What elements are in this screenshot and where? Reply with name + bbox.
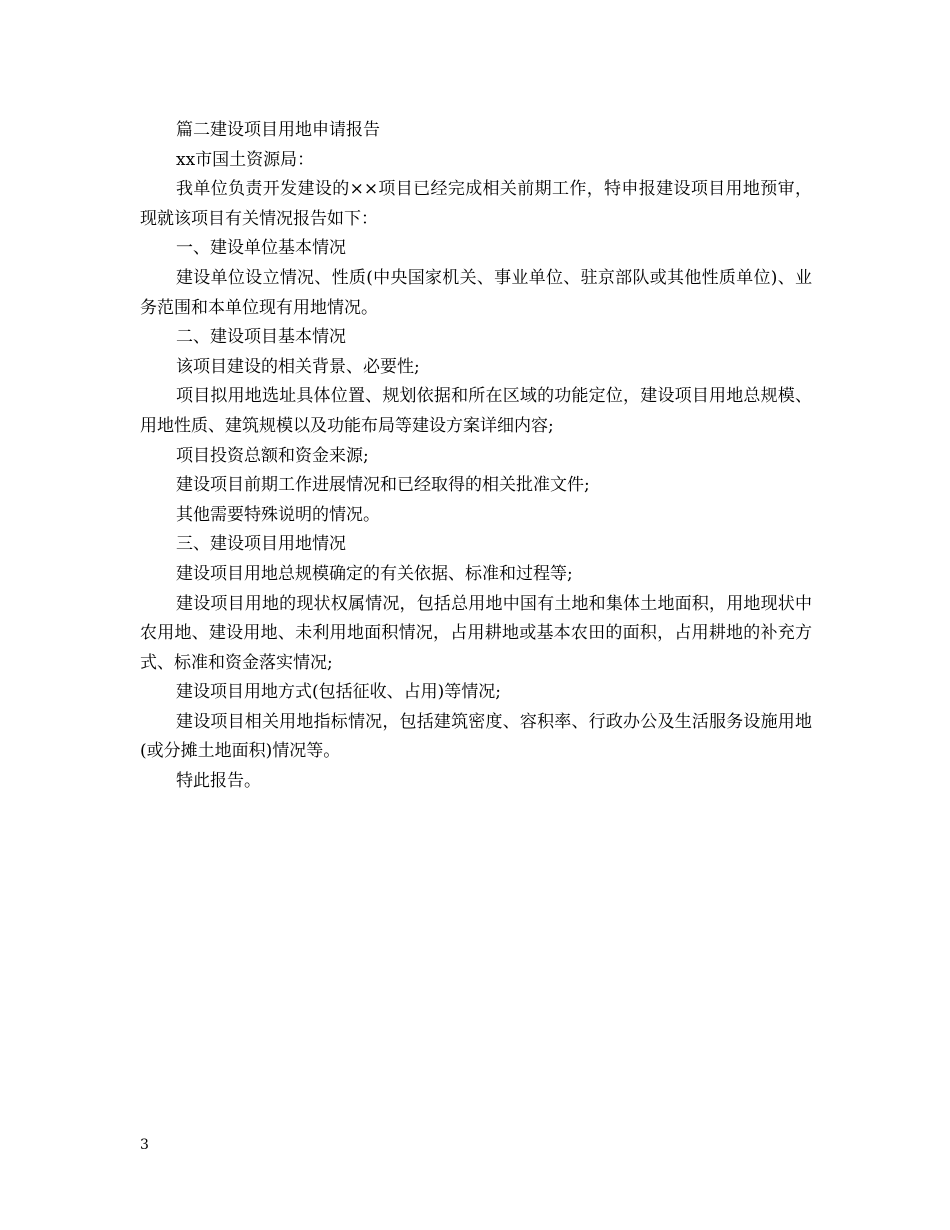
page-number: 3 — [140, 1137, 149, 1153]
document-title: 篇二建设项目用地申请报告 — [176, 120, 380, 140]
paragraph: 其他需要特殊说明的情况。 — [176, 504, 380, 525]
paragraph: 建设项目用地的现状权属情况，包括总用地中国有土地和集体土地面积，用地现状中农用地、建设用地、未利用地面积情况，占用耕地或基本农田的面积，占用耕地的补充方式、标准和资金落实情况; — [140, 593, 812, 673]
closing-line: 特此报告。 — [176, 771, 261, 792]
addressee: xx市国土资源局： — [176, 149, 315, 170]
section-heading-1: 一、建设单位基本情况 — [176, 238, 346, 259]
paragraph: 项目拟用地选址具体位置、规划依据和所在区域的功能定位，建设项目用地总规模、用地性质、建筑规模以及功能布局等建设方案详细内容; — [140, 386, 812, 436]
paragraph: 建设单位设立情况、性质(中央国家机关、事业单位、驻京部队或其他性质单位)、业务范围和本单位现有用地情况。 — [140, 267, 812, 318]
paragraph: 建设项目用地方式(包括征收、占用)等情况; — [176, 682, 501, 703]
section-heading-3: 三、建设项目用地情况 — [176, 534, 346, 555]
paragraph: 该项目建设的相关背景、必要性; — [176, 356, 420, 377]
intro-paragraph: 我单位负责开发建设的××项目已经完成相关前期工作，特申报建设项目用地预审，现就该项目有关情况报告如下： — [140, 179, 812, 229]
paragraph: 项目投资总额和资金来源; — [176, 445, 369, 466]
paragraph: 建设项目前期工作进展情况和已经取得的相关批准文件; — [176, 475, 590, 496]
paragraph: 建设项目相关用地指标情况，包括建筑密度、容积率、行政办公及生活服务设施用地(或分摊土地面积)情况等。 — [140, 711, 812, 762]
document-body — [140, 116, 812, 797]
paragraph: 建设项目用地总规模确定的有关依据、标准和过程等; — [176, 563, 573, 584]
section-heading-2: 二、建设项目基本情况 — [176, 327, 346, 348]
